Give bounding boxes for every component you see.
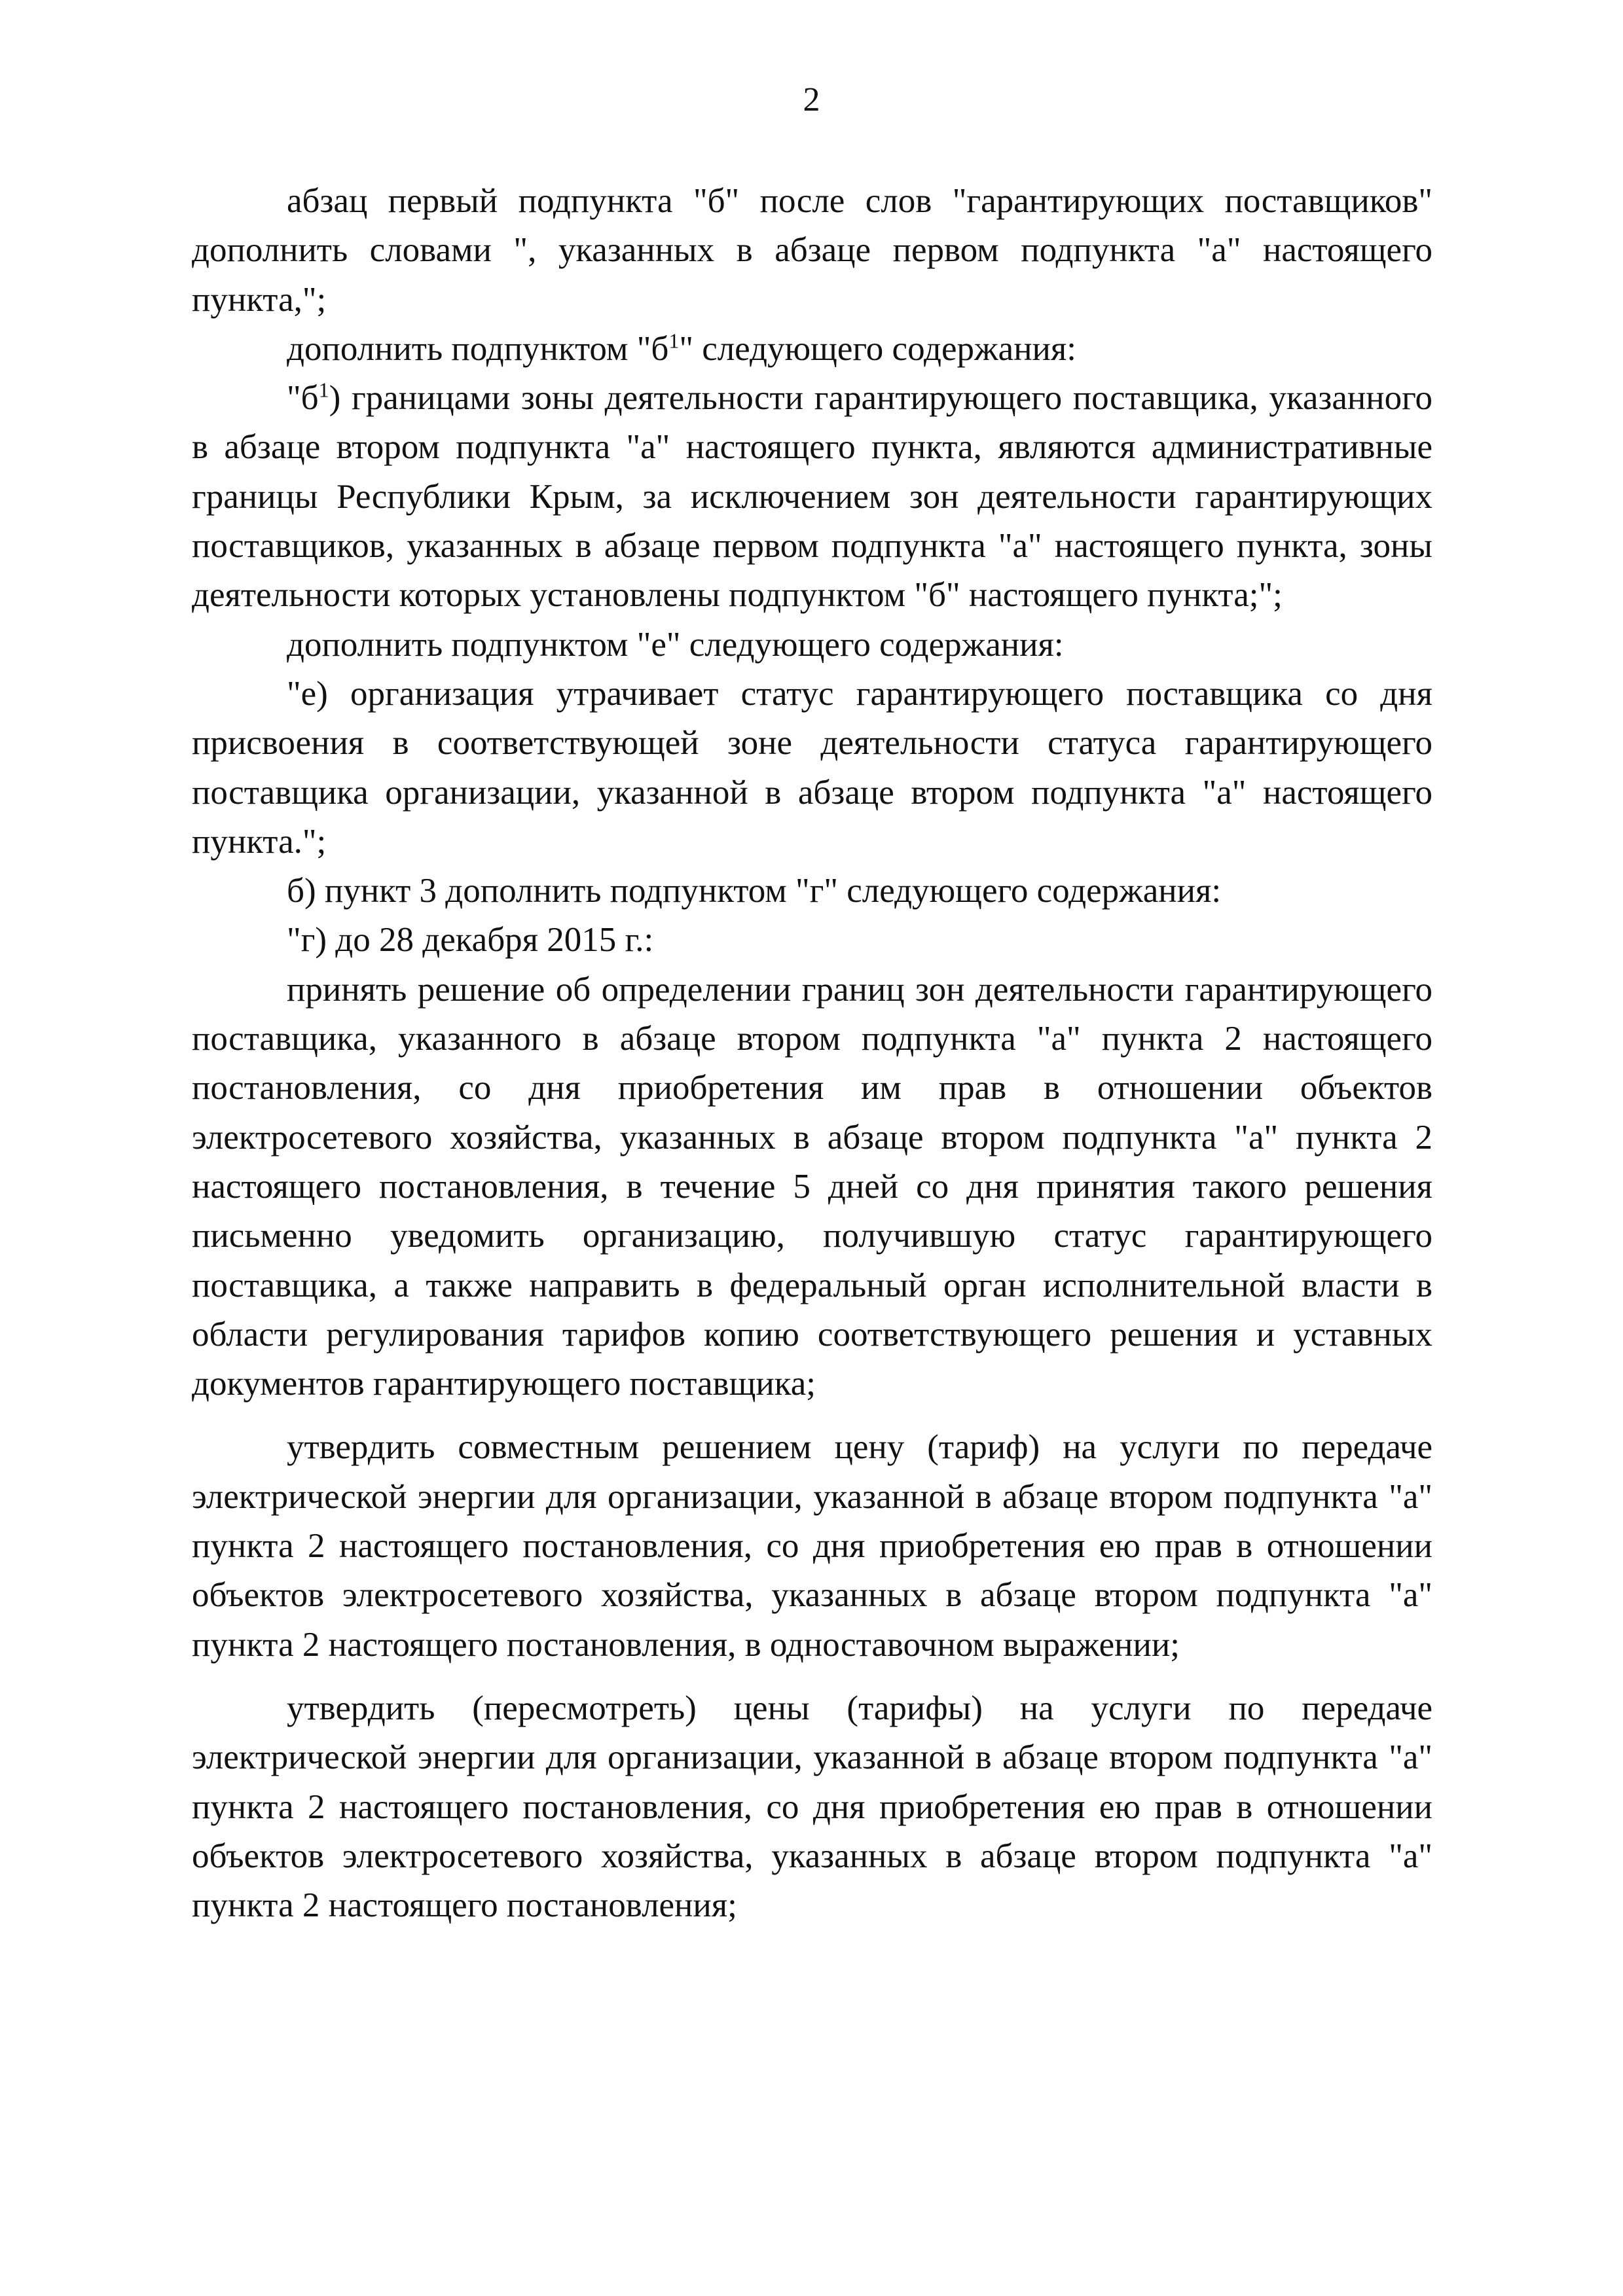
paragraph: утвердить совместным решением цену (тариф) на услуги по передаче электрической энергии для организации, указанной в абзаце втором подпункта "а" пункта 2 настоящего постановления, со дня приобретения ею прав в отношении объектов электросетевого хозяйства, указанных в абзаце втором подпункта "а" пункта 2 настоящего постановления, в одноставочном выражении;: [192, 1428, 1432, 1664]
superscript: 1: [318, 378, 329, 402]
paragraph: "г) до 28 декабря 2015 г.:: [287, 921, 654, 960]
page-number: 2: [803, 81, 820, 118]
document-body: [192, 177, 1432, 1930]
paragraph: [192, 374, 1432, 620]
paragraph: б) пункт 3 дополнить подпунктом "г" следующего содержания:: [287, 872, 1222, 910]
paragraph: "е) организация утрачивает статус гарантирующего поставщика со дня присвоения в соответствующей зоне деятельности статуса гарантирующего поставщика организации, указанной в абзаце втором подпункта "а" настоящего пункта.";: [192, 674, 1432, 861]
paragraph: абзац первый подпункта "б" после слов "гарантирующих поставщиков" дополнить словами ", указанных в абзаце первом подпункта "а" настоящего пункта,";: [192, 182, 1432, 319]
paragraph-text: ) границами зоны деятельности гарантирующего поставщика, указанного в абзаце втором подпункта "а" настоящего пункта, являются административные границы Республики Крым, за исключением зон деятельности гарантирующих поставщиков, указанных в абзаце первом подпункта "а" настоящего пункта, зоны деятельности которых установлены подпунктом "б" настоящего пункта;";: [192, 379, 1432, 615]
paragraph-text: " следующего содержания:: [679, 329, 1077, 368]
superscript: 1: [668, 329, 680, 353]
paragraph: [192, 325, 1432, 374]
paragraph-text: "б: [287, 379, 319, 418]
paragraph: утвердить (пересмотреть) цены (тарифы) на услуги по передаче электрической энергии для организации, указанной в абзаце втором подпункта "а" пункта 2 настоящего постановления, со дня приобретения ею прав в отношении объектов электросетевого хозяйства, указанных в абзаце втором подпункта "а" пункта 2 настоящего постановления;: [192, 1689, 1432, 1925]
paragraph: дополнить подпунктом "е" следующего содержания:: [287, 625, 1064, 664]
paragraph-text: дополнить подпунктом "б: [287, 329, 669, 368]
paragraph: принять решение об определении границ зон деятельности гарантирующего поставщика, указанного в абзаце втором подпункта "а" пункта 2 настоящего постановления, со дня приобретения им прав в отношении объектов электросетевого хозяйства, указанных в абзаце втором подпункта "а" пункта 2 настоящего постановления, в течение 5 дней со дня принятия такого решения письменно уведомить организацию, получившую статус гарантирующего поставщика, а также направить в федеральный орган исполнительной власти в области регулирования тарифов копию соответствующего решения и уставных документов гарантирующего поставщика;: [192, 970, 1432, 1403]
